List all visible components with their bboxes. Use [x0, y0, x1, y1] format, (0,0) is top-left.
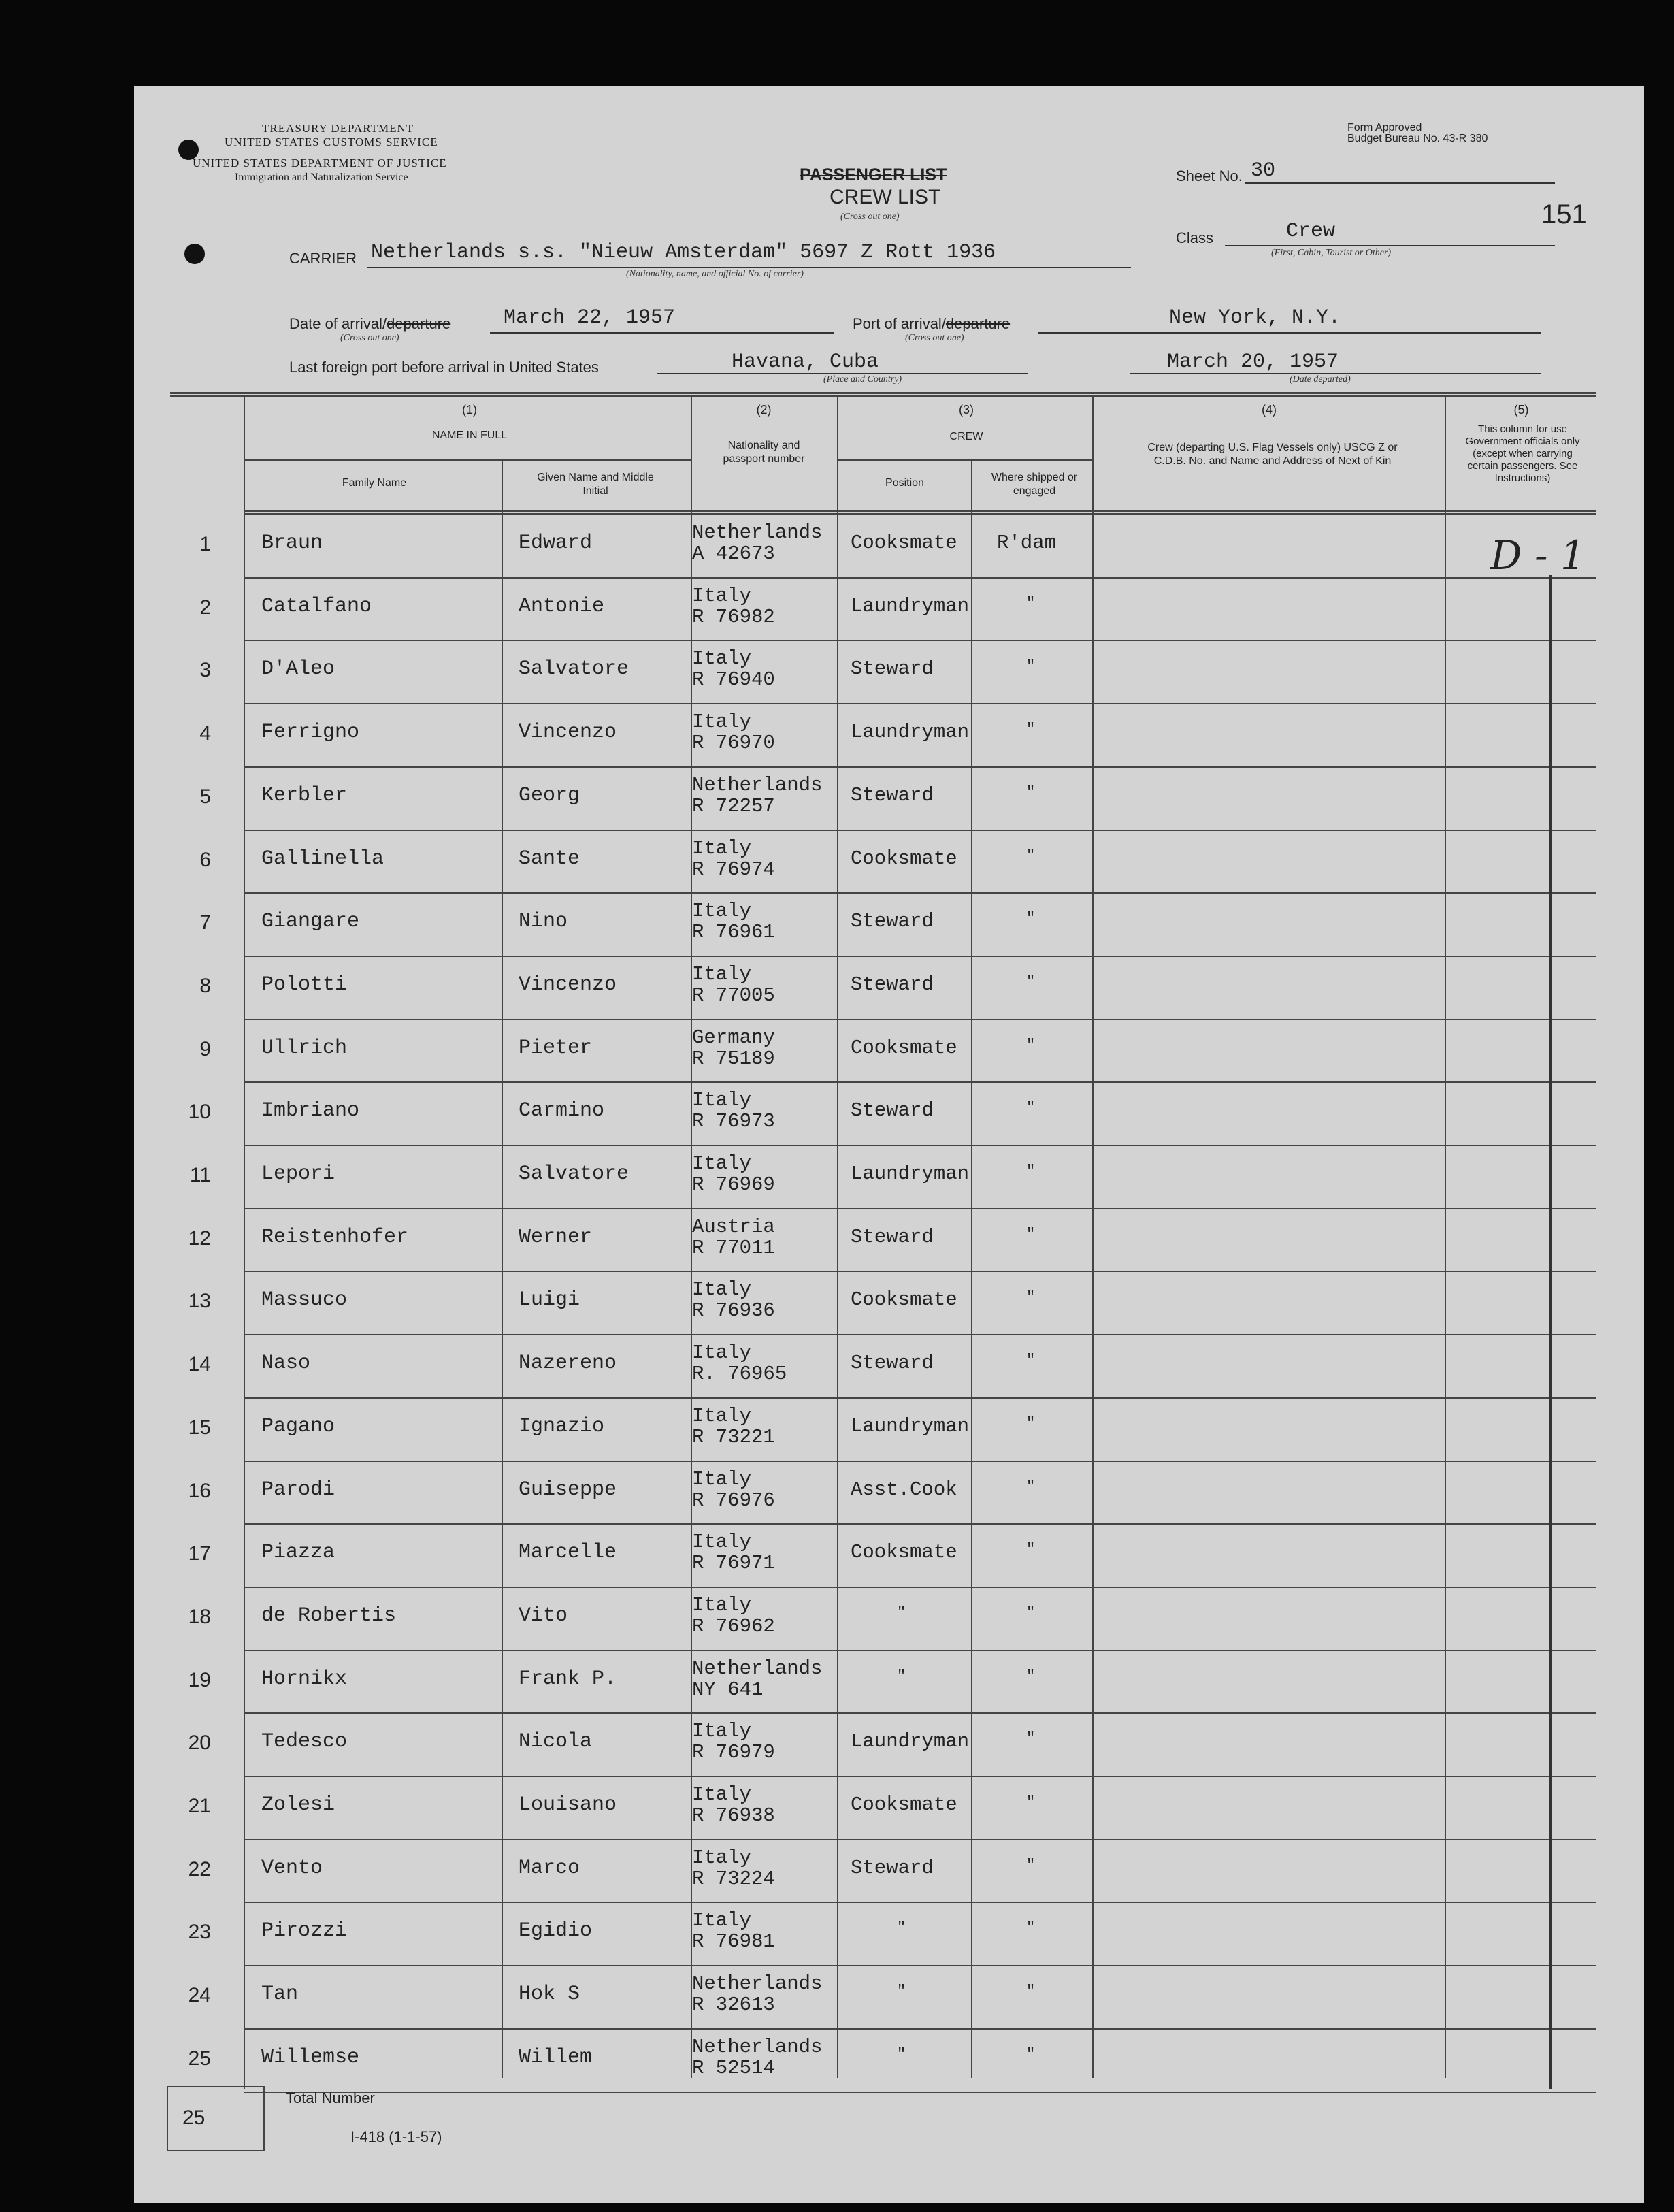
- where-shipped: ": [1026, 1352, 1036, 1369]
- row-number: 23: [188, 1921, 211, 1943]
- crew-position: Steward: [851, 1857, 934, 1879]
- last-port-hint: (Place and Country): [823, 374, 902, 385]
- crew-position: ": [897, 2046, 906, 2063]
- row-number: 24: [188, 1984, 211, 2006]
- where-shipped: ": [1026, 1668, 1036, 1685]
- table-top-rule: [170, 392, 1596, 394]
- family-name: Ferrigno: [261, 721, 360, 744]
- carrier-value: Netherlands s.s. "Nieuw Amsterdam" 5697 Z Rott 1936: [371, 241, 996, 264]
- table-row: [244, 766, 1596, 768]
- agency-line-4: Immigration and Naturalization Service: [235, 172, 408, 183]
- given-name: Ignazio: [519, 1415, 605, 1438]
- where-shipped: ": [1026, 595, 1036, 612]
- where-shipped: ": [1026, 973, 1036, 990]
- passport-number: R 76938: [692, 1804, 775, 1827]
- col2-number: (2): [756, 403, 772, 417]
- row-number: 4: [199, 722, 211, 745]
- row-number: 9: [199, 1038, 211, 1060]
- table-row: [244, 1902, 1596, 1903]
- where-shipped: R'dam: [997, 532, 1057, 554]
- table-row: [244, 1081, 1596, 1083]
- where-shipped: ": [1026, 1099, 1036, 1116]
- row-number: 5: [199, 785, 211, 808]
- crew-position: Asst.Cook: [851, 1478, 957, 1501]
- nationality: Austria: [692, 1216, 775, 1238]
- passport-number: R 76970: [692, 732, 775, 754]
- where-shipped: ": [1026, 1857, 1036, 1874]
- form-approved: Form Approved: [1347, 122, 1422, 133]
- crew-position: Steward: [851, 1352, 934, 1374]
- where-shipped: ": [1026, 1478, 1036, 1495]
- where-shipped: ": [1026, 721, 1036, 738]
- given-name: Marco: [519, 1857, 580, 1880]
- col-rule: [502, 459, 503, 2078]
- passport-number: R 76981: [692, 1930, 775, 1953]
- given-name: Vito: [519, 1604, 568, 1627]
- date-arrival-text: Date of arrival/: [289, 315, 387, 332]
- table-row: [244, 1019, 1596, 1020]
- family-name: Tan: [261, 1983, 299, 2006]
- nationality: Germany: [692, 1026, 775, 1049]
- budget-bureau: Budget Bureau No. 43-R 380: [1347, 133, 1488, 144]
- family-name: Piazza: [261, 1541, 335, 1564]
- row-number: 13: [188, 1290, 211, 1312]
- nationality: Italy: [692, 1152, 752, 1175]
- nationality: Netherlands: [692, 521, 823, 544]
- crew-position: Cooksmate: [851, 1793, 957, 1816]
- family-name: D'Aleo: [261, 657, 335, 681]
- sheet-label: Sheet No.: [1176, 167, 1243, 184]
- family-name: Zolesi: [261, 1793, 335, 1817]
- nationality: Italy: [692, 1909, 752, 1932]
- crew-position: ": [897, 1604, 906, 1621]
- underline: [490, 332, 834, 334]
- row-number: 25: [188, 2047, 211, 2070]
- where-shipped: ": [1026, 784, 1036, 801]
- passport-number: R 76973: [692, 1110, 775, 1133]
- passport-number: R 76982: [692, 606, 775, 628]
- passport-number: R 76940: [692, 668, 775, 691]
- table-row: [244, 1334, 1596, 1335]
- crew-position: Steward: [851, 1099, 934, 1122]
- where-shipped: ": [1026, 1919, 1036, 1936]
- last-port-label: Last foreign port before arrival in United States: [289, 359, 599, 376]
- crew-position: Laundryman: [851, 721, 970, 743]
- family-name: Naso: [261, 1352, 311, 1375]
- crew-position: ": [897, 1668, 906, 1685]
- crew-position: Cooksmate: [851, 532, 957, 554]
- form-number: I-418 (1-1-57): [350, 2128, 442, 2145]
- last-port-value: Havana, Cuba: [732, 351, 879, 374]
- crew-position: Cooksmate: [851, 1288, 957, 1311]
- crew-position: Cooksmate: [851, 847, 957, 870]
- col4-title: Crew (departing U.S. Flag Vessels only) USCG Z or C.D.B. No. and Name and Address of Next of Kin: [1147, 442, 1398, 467]
- where-shipped: ": [1026, 657, 1036, 674]
- row-number: 8: [199, 975, 211, 997]
- given-name: Antonie: [519, 595, 605, 618]
- total-label: Total Number: [286, 2089, 375, 2107]
- nationality: Italy: [692, 900, 752, 922]
- family-name: Catalfano: [261, 595, 372, 618]
- where-shipped: ": [1026, 1415, 1036, 1432]
- passport-number: R 77005: [692, 984, 775, 1007]
- total-box: [167, 2086, 265, 2151]
- crew-position: Laundryman: [851, 1730, 970, 1753]
- table-row: [244, 1650, 1596, 1651]
- col-rule: [1092, 395, 1094, 2078]
- crew-position: Steward: [851, 784, 934, 807]
- table-row: [244, 577, 1596, 579]
- table-row: [244, 703, 1596, 704]
- col4-number: (4): [1262, 403, 1277, 417]
- col-rule: [837, 395, 838, 2078]
- given-name: Egidio: [519, 1919, 593, 1942]
- family-name: Vento: [261, 1857, 323, 1880]
- col-rule: [1445, 395, 1446, 2078]
- crew-list-title: CREW LIST: [830, 186, 941, 208]
- date-departed-value: March 20, 1957: [1167, 351, 1339, 374]
- given-name: Sante: [519, 847, 580, 871]
- underline: [1038, 332, 1541, 334]
- row-number: 6: [199, 849, 211, 871]
- family-name: Pagano: [261, 1415, 335, 1438]
- given-name: Hok S: [519, 1983, 580, 2006]
- punch-hole: [184, 244, 205, 264]
- given-name: Luigi: [519, 1288, 580, 1312]
- col3-number: (3): [959, 403, 974, 417]
- family-name: Parodi: [261, 1478, 335, 1501]
- given-name: Georg: [519, 784, 580, 807]
- passport-number: NY 641: [692, 1678, 764, 1701]
- nationality: Italy: [692, 1531, 752, 1553]
- port-value: New York, N.Y.: [1169, 306, 1341, 329]
- port-arrival-text: Port of arrival/: [853, 315, 946, 332]
- passport-number: R 32613: [692, 1994, 775, 2016]
- where-shipped: ": [1026, 1983, 1036, 2000]
- col5-title: This column for use Government officials only (except when carrying certain passengers. See Instructions): [1465, 423, 1580, 484]
- crew-position: Cooksmate: [851, 1037, 957, 1059]
- passport-number: R 72257: [692, 795, 775, 817]
- row-number: 22: [188, 1858, 211, 1881]
- given-name: Willem: [519, 2046, 593, 2069]
- passport-number: R 77011: [692, 1237, 775, 1259]
- carrier-label: CARRIER: [289, 250, 357, 267]
- crew-position: Cooksmate: [851, 1541, 957, 1563]
- page-number: 151: [1541, 199, 1587, 229]
- crew-position: Steward: [851, 973, 934, 996]
- table-top-rule: [170, 395, 1596, 397]
- underline: [1225, 245, 1555, 246]
- col1-title: NAME IN FULL: [431, 429, 508, 441]
- given-name: Vincenzo: [519, 721, 617, 744]
- where-shipped: ": [1026, 1162, 1036, 1180]
- family-name: Willemse: [261, 2046, 360, 2069]
- passport-number: R 76961: [692, 921, 775, 943]
- table-row: [244, 1587, 1596, 1588]
- row-number: 7: [199, 911, 211, 934]
- sheet-number: 30: [1251, 159, 1276, 182]
- table-row: [244, 1965, 1596, 1966]
- where-shipped: ": [1026, 847, 1036, 864]
- nationality: Italy: [692, 1720, 752, 1742]
- family-name: de Robertis: [261, 1604, 397, 1627]
- family-name: Braun: [261, 532, 323, 555]
- table-row: [244, 1208, 1596, 1209]
- passport-number: R 76971: [692, 1552, 775, 1574]
- passport-number: A 42673: [692, 542, 775, 565]
- given-name: Marcelle: [519, 1541, 617, 1564]
- table-row: [244, 956, 1596, 957]
- given-name: Guiseppe: [519, 1478, 617, 1501]
- given-name: Vincenzo: [519, 973, 617, 996]
- header-bottom-rule: [244, 510, 1596, 512]
- row-number: 10: [188, 1101, 211, 1123]
- date-arrival-label: [289, 315, 450, 333]
- table-row: [244, 1523, 1596, 1525]
- family-name: Reistenhofer: [261, 1226, 409, 1249]
- agency-line-3: UNITED STATES DEPARTMENT OF JUSTICE: [193, 157, 447, 169]
- given-name: Edward: [519, 532, 593, 555]
- row-number: 2: [199, 596, 211, 619]
- port-cross-hint: (Cross out one): [905, 333, 964, 343]
- given-name: Salvatore: [519, 1162, 629, 1186]
- given-name: Louisano: [519, 1793, 617, 1817]
- col3-title: CREW: [949, 431, 983, 442]
- col1-number: (1): [462, 403, 477, 417]
- table-row: [244, 830, 1596, 831]
- family-name: Kerbler: [261, 784, 348, 807]
- row-number: 20: [188, 1731, 211, 1754]
- agency-line-2: UNITED STATES CUSTOMS SERVICE: [225, 135, 438, 148]
- passenger-list-title: PASSENGER LIST: [800, 165, 947, 184]
- row-number: 15: [188, 1416, 211, 1439]
- subheader-rule: [244, 459, 691, 461]
- family-name: Tedesco: [261, 1730, 348, 1753]
- crew-position: Laundryman: [851, 1162, 970, 1185]
- given-name: Nino: [519, 910, 568, 933]
- passport-number: R 76979: [692, 1741, 775, 1763]
- nationality: Italy: [692, 1594, 752, 1616]
- row-number: 19: [188, 1669, 211, 1691]
- cross-out-hint: (Cross out one): [840, 212, 900, 222]
- row-number: 11: [189, 1164, 211, 1186]
- row-number: 14: [188, 1353, 211, 1376]
- row-number: 3: [199, 659, 211, 681]
- given-name: Nazereno: [519, 1352, 617, 1375]
- nationality: Italy: [692, 1278, 752, 1301]
- port-arrival-label: [853, 315, 1010, 333]
- table-row: [244, 1712, 1596, 1714]
- nationality: Italy: [692, 1341, 752, 1364]
- where-header: Where shipped or engaged: [991, 472, 1078, 497]
- passport-number: R 76962: [692, 1615, 775, 1638]
- nationality: Italy: [692, 837, 752, 860]
- class-hint: (First, Cabin, Tourist or Other): [1271, 248, 1392, 258]
- carrier-hint: (Nationality, name, and official No. of carrier): [626, 269, 804, 279]
- family-name: Gallinella: [261, 847, 384, 871]
- crew-position: ": [897, 1983, 906, 2000]
- header-bottom-rule: [244, 513, 1596, 515]
- total-value: 25: [182, 2107, 206, 2129]
- col5-number: (5): [1513, 403, 1529, 417]
- family-name: Imbriano: [261, 1099, 360, 1122]
- nationality: Italy: [692, 1847, 752, 1869]
- given-name: Salvatore: [519, 657, 629, 681]
- col-rule: [244, 395, 245, 2089]
- passport-number: R 76976: [692, 1489, 775, 1512]
- table-row: [244, 640, 1596, 641]
- date-arrival-value: March 22, 1957: [504, 306, 676, 329]
- given-name: Werner: [519, 1226, 593, 1249]
- nationality: Italy: [692, 1783, 752, 1806]
- table-row: [244, 892, 1596, 894]
- table-row: [244, 1776, 1596, 1777]
- nationality: Netherlands: [692, 1657, 823, 1680]
- table-row: [244, 1271, 1596, 1272]
- handwritten-annotation: D - 1: [1490, 532, 1586, 579]
- given-name: Nicola: [519, 1730, 593, 1753]
- where-shipped: ": [1026, 1730, 1036, 1747]
- nationality: Italy: [692, 585, 752, 607]
- where-shipped: ": [1026, 1226, 1036, 1243]
- row-number: 17: [188, 1542, 211, 1565]
- table-row: [244, 1145, 1596, 1146]
- class-label: Class: [1176, 229, 1214, 246]
- row-number: 21: [188, 1795, 211, 1817]
- table-row: [244, 2092, 1596, 2093]
- nationality: Italy: [692, 1468, 752, 1491]
- table-row: [244, 1839, 1596, 1840]
- nationality: Italy: [692, 963, 752, 986]
- row-number: 16: [188, 1480, 211, 1502]
- nationality: Netherlands: [692, 1972, 823, 1995]
- col2-title: Nationality and passport number: [723, 440, 805, 465]
- port-departure-struck: departure: [945, 315, 1011, 332]
- nationality: Italy: [692, 1405, 752, 1427]
- passport-number: R 75189: [692, 1047, 775, 1070]
- date-cross-hint: (Cross out one): [340, 333, 399, 343]
- passport-number: R 76969: [692, 1173, 775, 1196]
- family-name: Giangare: [261, 910, 360, 933]
- passport-number: R 76936: [692, 1299, 775, 1322]
- row-number: 12: [188, 1227, 211, 1250]
- crew-position: Laundryman: [851, 595, 970, 617]
- passport-number: R 76974: [692, 858, 775, 881]
- passport-number: R 73224: [692, 1868, 775, 1890]
- nationality: Netherlands: [692, 774, 823, 796]
- where-shipped: ": [1026, 910, 1036, 927]
- family-name: Massuco: [261, 1288, 348, 1312]
- given-name: Pieter: [519, 1037, 593, 1060]
- family-name: Pirozzi: [261, 1919, 348, 1942]
- table-row: [244, 1461, 1596, 1462]
- passport-number: R. 76965: [692, 1363, 787, 1385]
- crew-position: Steward: [851, 910, 934, 932]
- where-shipped: ": [1026, 1541, 1036, 1558]
- agency-line-1: TREASURY DEPARTMENT: [262, 122, 414, 135]
- where-shipped: ": [1026, 2046, 1036, 2063]
- table-row: [244, 1397, 1596, 1399]
- underline: [1245, 182, 1555, 184]
- family-name: Polotti: [261, 973, 348, 996]
- given-name-header: Given Name and Middle Initial: [537, 472, 654, 497]
- given-name: Carmino: [519, 1099, 605, 1122]
- crew-position: Steward: [851, 1226, 934, 1248]
- nationality: Italy: [692, 1089, 752, 1111]
- crew-position: Steward: [851, 657, 934, 680]
- underline: [367, 267, 1131, 268]
- nationality: Netherlands: [692, 2036, 823, 2058]
- where-shipped: ": [1026, 1793, 1036, 1810]
- nationality: Italy: [692, 711, 752, 733]
- row-number: 1: [199, 533, 211, 555]
- family-name: Lepori: [261, 1162, 335, 1186]
- nationality: Italy: [692, 647, 752, 670]
- table-row: [244, 2028, 1596, 2030]
- position-header: Position: [885, 477, 924, 489]
- row-number: 18: [188, 1606, 211, 1628]
- where-shipped: ": [1026, 1604, 1036, 1621]
- crew-position: ": [897, 1919, 906, 1936]
- family-name-header: Family Name: [342, 477, 407, 489]
- subheader-rule: [837, 459, 1092, 461]
- class-value: Crew: [1286, 220, 1336, 243]
- where-shipped: ": [1026, 1037, 1036, 1054]
- family-name: Ullrich: [261, 1037, 348, 1060]
- passport-number: R 52514: [692, 2057, 775, 2079]
- date-departure-struck: departure: [387, 315, 451, 332]
- family-name: Hornikx: [261, 1668, 348, 1691]
- given-name: Frank P.: [519, 1668, 617, 1691]
- where-shipped: ": [1026, 1288, 1036, 1305]
- crew-position: Laundryman: [851, 1415, 970, 1437]
- handwritten-line: [1549, 575, 1552, 2089]
- date-departed-hint: (Date departed): [1290, 374, 1351, 385]
- passport-number: R 73221: [692, 1426, 775, 1448]
- col-rule: [971, 459, 972, 2078]
